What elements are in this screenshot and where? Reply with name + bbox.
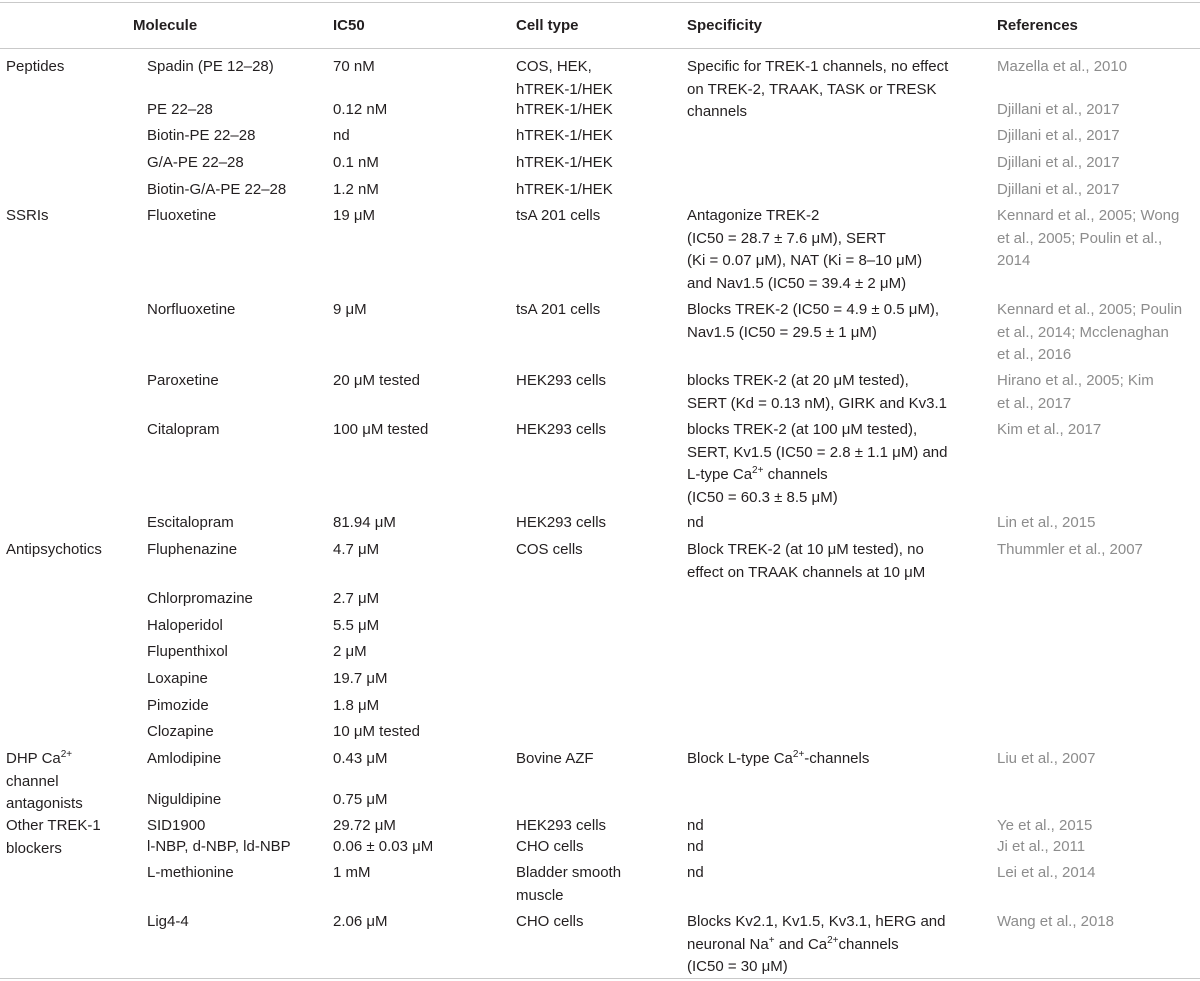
cell-type-cell: hTREK-1/HEK	[516, 101, 613, 118]
cell-type-cell	[516, 56, 613, 101]
group-ssris: SSRIs	[6, 207, 49, 224]
ic50-cell: nd	[333, 127, 350, 144]
cell-type-cell: HEK293 cells	[516, 514, 607, 531]
specificity-line: Specific for TREK-1 channels, no effect	[687, 58, 949, 75]
specificity-line: neuronal Na	[687, 935, 769, 953]
reference-cell	[997, 370, 1154, 415]
group-dhp-line2: channel	[6, 772, 59, 790]
molecule-cell: Clozapine	[147, 723, 214, 740]
ic50-cell: 0.75 μM	[333, 791, 388, 808]
superscript: 2+	[792, 749, 805, 760]
specificity-cell	[687, 56, 948, 124]
molecule-cell: Lig4-4	[147, 913, 189, 930]
specificity-cell	[687, 539, 925, 584]
molecule-cell: Amlodipine	[147, 750, 222, 767]
reference-line: 2014	[997, 252, 1031, 269]
specificity-line: and Ca	[774, 935, 828, 953]
reference-cell	[997, 205, 1179, 273]
header-references: References	[997, 17, 1078, 34]
specificity-line: (IC50 = 30 μM)	[687, 958, 788, 975]
specificity-line: Blocks TREK-2 (IC50 = 4.9 ± 0.5 μM),	[687, 301, 940, 318]
molecule-cell: L-methionine	[147, 864, 234, 881]
reference-line: Kennard et al., 2005; Wong	[997, 207, 1180, 224]
ic50-cell: 1 mM	[333, 864, 371, 881]
specificity-line: on TREK-2, TRAAK, TASK or TRESK	[687, 80, 937, 98]
specificity-line: Block TREK-2 (at 10 μM tested), no	[687, 541, 924, 558]
specificity-line: blocks TREK-2 (at 20 μM tested),	[687, 372, 909, 389]
specificity-line: Nav1.5 (IC50 = 29.5 ± 1 μM)	[687, 323, 877, 341]
reference-cell: Liu et al., 2007	[997, 750, 1096, 767]
ic50-cell: 0.12 nM	[333, 101, 388, 118]
specificity-cell: nd	[687, 838, 704, 855]
molecule-cell: Fluoxetine	[147, 207, 217, 224]
reference-line: Hirano et al., 2005; Kim	[997, 372, 1154, 389]
cell-type-cell: HEK293 cells	[516, 421, 607, 438]
cell-type-cell: hTREK-1/HEK	[516, 127, 613, 144]
specificity-cell	[687, 748, 869, 771]
reference-cell: Mazella et al., 2010	[997, 58, 1128, 75]
superscript: 2+	[827, 934, 839, 946]
cell-type-cell: COS cells	[516, 541, 583, 558]
molecule-cell: Biotin-G/A-PE 22–28	[147, 181, 287, 198]
header-ic50: IC50	[333, 17, 365, 34]
header-cell-type: Cell type	[516, 17, 579, 34]
ic50-cell: 19.7 μM	[333, 670, 388, 687]
cell-type-cell	[516, 862, 621, 907]
reference-cell: Djillani et al., 2017	[997, 101, 1120, 118]
ic50-cell: 4.7 μM	[333, 541, 380, 558]
molecule-cell: G/A-PE 22–28	[147, 154, 244, 171]
specificity-line: and Nav1.5 (IC50 = 39.4 ± 2 μM)	[687, 274, 907, 292]
reference-line: et al., 2016	[997, 346, 1072, 363]
specificity-line: channels	[838, 935, 899, 953]
specificity-line: (IC50 = 60.3 ± 8.5 μM)	[687, 488, 838, 506]
cell-type-cell: tsA 201 cells	[516, 207, 601, 224]
superscript: +	[768, 934, 775, 946]
reference-line: et al., 2005; Poulin et al.,	[997, 229, 1163, 247]
reference-cell: Kim et al., 2017	[997, 421, 1102, 438]
header-molecule: Molecule	[133, 17, 198, 34]
molecule-cell: Fluphenazine	[147, 541, 238, 558]
ic50-cell: 0.43 μM	[333, 750, 388, 767]
cell-type-cell: Bovine AZF	[516, 750, 594, 767]
specificity-line: Blocks Kv2.1, Kv1.5, Kv3.1, hERG and	[687, 913, 946, 930]
cell-type-line: hTREK-1/HEK	[516, 80, 613, 98]
specificity-line: channels	[687, 103, 748, 120]
specificity-line: SERT, Kv1.5 (IC50 = 2.8 ± 1.1 μM) and	[687, 443, 948, 461]
cell-type-cell: hTREK-1/HEK	[516, 181, 613, 198]
specificity-cell	[687, 370, 947, 415]
cell-type-cell: CHO cells	[516, 838, 584, 855]
ic50-cell: 20 μM tested	[333, 372, 421, 389]
cell-type-cell: CHO cells	[516, 913, 584, 930]
molecule-cell: Spadin (PE 12–28)	[147, 58, 274, 75]
molecule-cell: Haloperidol	[147, 617, 223, 634]
group-peptides: Peptides	[6, 58, 65, 75]
specificity-cell: nd	[687, 817, 704, 834]
molecule-cell: l-NBP, d-NBP, ld-NBP	[147, 838, 291, 855]
ic50-cell: 29.72 μM	[333, 817, 396, 834]
cell-type-cell: tsA 201 cells	[516, 301, 601, 318]
reference-cell: Ye et al., 2015	[997, 817, 1093, 834]
reference-cell: Ji et al., 2011	[997, 838, 1086, 855]
ic50-cell: 100 μM tested	[333, 421, 429, 438]
header-specificity: Specificity	[687, 17, 763, 34]
ic50-cell: 81.94 μM	[333, 514, 396, 531]
ic50-cell: 0.1 nM	[333, 154, 379, 171]
molecule-cell: Escitalopram	[147, 514, 234, 531]
group-other-line1: Other TREK-1	[6, 817, 101, 834]
group-other-line2: blockers	[6, 839, 62, 857]
molecule-cell: SID1900	[147, 817, 206, 834]
specificity-cell: nd	[687, 514, 704, 531]
group-dhp-line3: antagonists	[6, 795, 83, 812]
specificity-line: -channels	[804, 750, 870, 767]
specificity-line: effect on TRAAK channels at 10 μM	[687, 563, 926, 581]
group-dhp	[6, 748, 83, 816]
molecule-cell: Flupenthixol	[147, 643, 228, 660]
reference-cell: Thummler et al., 2007	[997, 541, 1143, 558]
ic50-cell: 10 μM tested	[333, 723, 421, 740]
specificity-line: SERT (Kd = 0.13 nM), GIRK and Kv3.1	[687, 394, 947, 412]
cell-type-cell: hTREK-1/HEK	[516, 154, 613, 171]
specificity-cell	[687, 911, 945, 979]
molecule-cell: Chlorpromazine	[147, 590, 253, 607]
cell-type-line: COS, HEK,	[516, 58, 592, 75]
reference-cell: Djillani et al., 2017	[997, 127, 1120, 144]
specificity-line: (IC50 = 28.7 ± 7.6 μM), SERT	[687, 229, 886, 247]
reference-cell: Lin et al., 2015	[997, 514, 1096, 531]
molecule-cell: Niguldipine	[147, 791, 222, 808]
molecule-cell: Citalopram	[147, 421, 220, 438]
cell-type-cell: HEK293 cells	[516, 372, 607, 389]
ic50-cell: 0.06 ± 0.03 μM	[333, 838, 434, 855]
reference-cell: Djillani et al., 2017	[997, 154, 1120, 171]
group-other	[6, 815, 101, 860]
ic50-cell: 1.8 μM	[333, 697, 380, 714]
specificity-cell	[687, 299, 939, 344]
ic50-cell: 2.7 μM	[333, 590, 380, 607]
specificity-line: L-type Ca	[687, 466, 753, 483]
specificity-line: channels	[763, 466, 828, 483]
molecule-cell: Loxapine	[147, 670, 208, 687]
superscript: 2+	[752, 465, 764, 476]
specificity-cell	[687, 419, 947, 509]
molecule-cell: Pimozide	[147, 697, 209, 714]
specificity-cell: nd	[687, 864, 704, 881]
specificity-line: Block L-type Ca	[687, 750, 793, 767]
specificity-line: (Ki = 0.07 μM), NAT (Ki = 8–10 μM)	[687, 252, 923, 269]
cell-type-line: muscle	[516, 886, 564, 904]
specificity-cell	[687, 205, 922, 295]
ic50-cell: 19 μM	[333, 207, 375, 224]
bottom-rule	[0, 978, 1200, 979]
reference-cell: Lei et al., 2014	[997, 864, 1096, 881]
molecule-cell: Biotin-PE 22–28	[147, 127, 256, 144]
reference-cell	[997, 299, 1182, 367]
ic50-cell: 70 nM	[333, 58, 375, 75]
specificity-line: blocks TREK-2 (at 100 μM tested),	[687, 421, 918, 438]
specificity-line: Antagonize TREK-2	[687, 207, 820, 224]
group-dhp-sup: 2+	[60, 749, 73, 760]
group-antipsychotics: Antipsychotics	[6, 541, 102, 558]
ic50-cell: 9 μM	[333, 301, 367, 318]
molecule-cell: Norfluoxetine	[147, 301, 236, 318]
ic50-cell: 1.2 nM	[333, 181, 379, 198]
reference-cell: Wang et al., 2018	[997, 913, 1115, 930]
reference-line: Kennard et al., 2005; Poulin	[997, 301, 1183, 318]
reference-line: et al., 2017	[997, 394, 1072, 412]
cell-type-cell: HEK293 cells	[516, 817, 607, 834]
top-rule	[0, 2, 1200, 3]
molecule-cell: PE 22–28	[147, 101, 213, 118]
cell-type-line: Bladder smooth	[516, 864, 622, 881]
ic50-cell: 2.06 μM	[333, 913, 388, 930]
molecule-cell: Paroxetine	[147, 372, 219, 389]
reference-line: et al., 2014; Mcclenaghan	[997, 323, 1169, 341]
group-dhp-text: DHP Ca	[6, 750, 61, 767]
ic50-cell: 2 μM	[333, 643, 367, 660]
header-rule	[0, 48, 1200, 49]
reference-cell: Djillani et al., 2017	[997, 181, 1120, 198]
ic50-cell: 5.5 μM	[333, 617, 380, 634]
